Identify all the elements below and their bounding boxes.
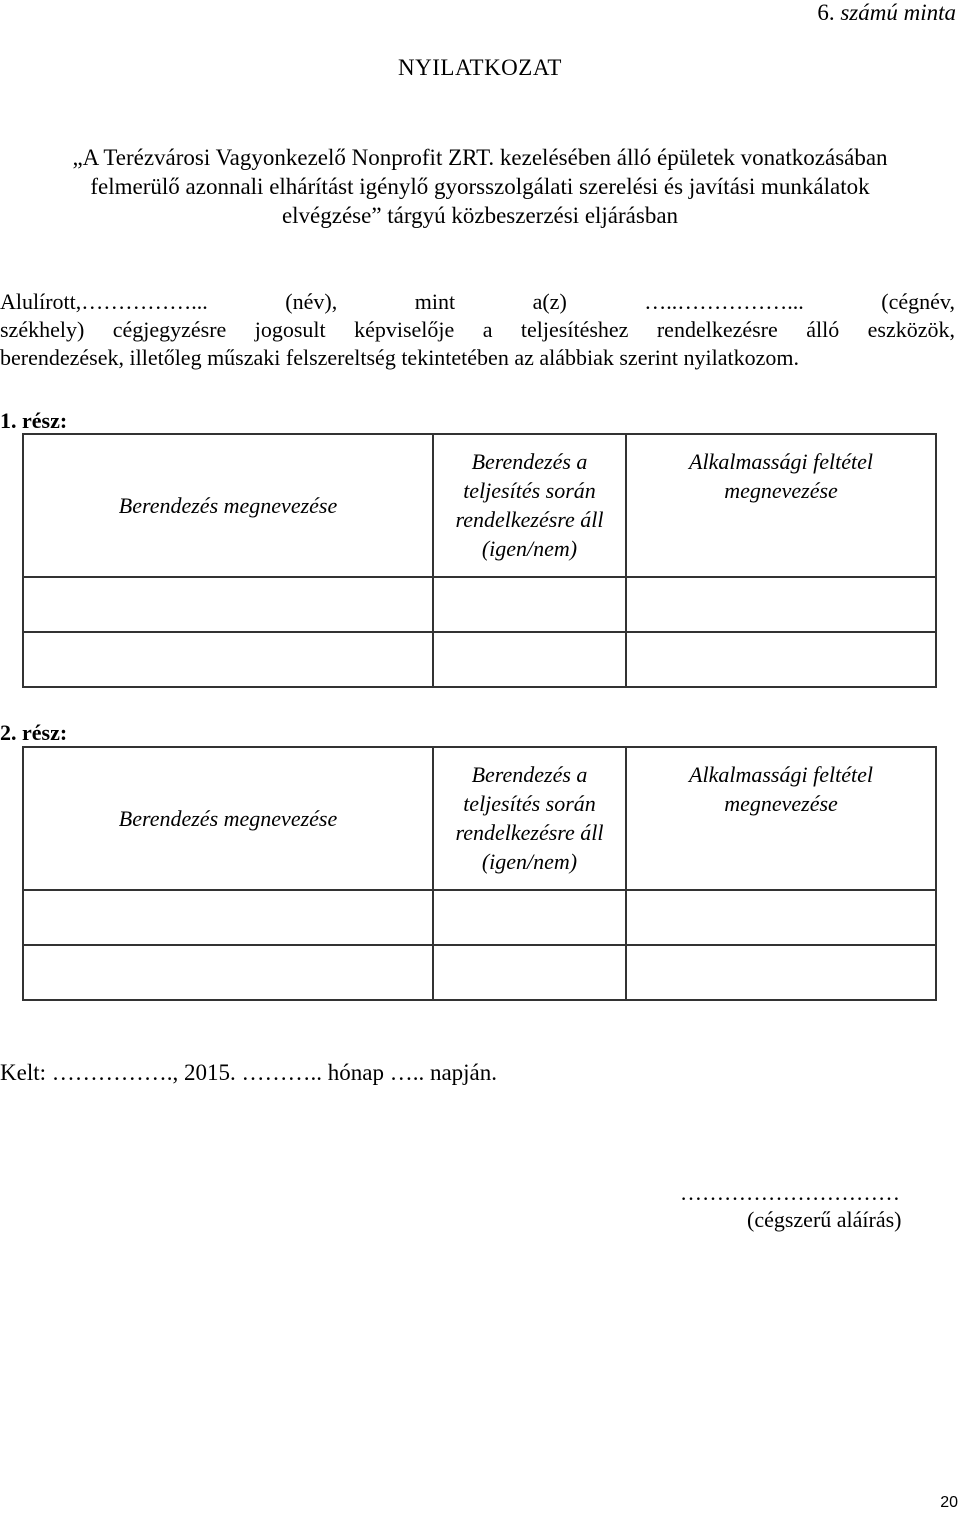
header-cell <box>626 747 936 890</box>
table-header-row <box>23 434 936 577</box>
table-cell[interactable] <box>23 577 433 632</box>
signature-line: ………………………… <box>680 1180 900 1205</box>
part-2-table <box>22 746 937 1001</box>
header-cell-text: Alkalmassági feltétel megnevezése <box>689 762 873 816</box>
subject-line: elvégzése” tárgyú közbeszerzési eljárásban <box>281 203 679 228</box>
table-cell[interactable] <box>23 890 433 945</box>
table-row <box>23 890 936 945</box>
header-cell-text: Berendezés a teljesítés során rendelkezésre áll (igen/nem) <box>455 449 604 561</box>
signature-label: (cégszerű aláírás) <box>747 1207 902 1232</box>
declaration-paragraph <box>0 288 955 372</box>
table-cell[interactable] <box>433 577 626 632</box>
table-header-row <box>23 747 936 890</box>
declaration-line: berendezések, illetőleg műszaki felszereltség tekintetében az alábbiak szerint nyilatkozom. <box>0 345 799 370</box>
table-cell[interactable] <box>433 890 626 945</box>
subject-block <box>0 143 960 230</box>
table-cell[interactable] <box>23 632 433 687</box>
table-cell[interactable] <box>626 945 936 1000</box>
table-row <box>23 577 936 632</box>
table-cell[interactable] <box>626 577 936 632</box>
header-cell <box>433 434 626 577</box>
subject-line: felmerülő azonnali elhárítást igénylő gyorsszolgálati szerelési és javítási munkálatok <box>90 174 870 199</box>
page-number: 20 <box>940 1494 958 1511</box>
header-cell-text: Berendezés a teljesítés során rendelkezésre áll (igen/nem) <box>455 762 604 874</box>
part-1-label: 1. rész: <box>0 408 68 433</box>
declaration-line: Alulírott,……………... (név), mint a(z) …..……………... (cégnév, <box>0 289 955 314</box>
header-cell-text: Alkalmassági feltétel megnevezése <box>689 449 873 503</box>
table-cell[interactable] <box>433 945 626 1000</box>
table-row <box>23 632 936 687</box>
sample-label <box>817 0 956 26</box>
sample-text: számú minta <box>840 0 956 25</box>
part-2-label: 2. rész: <box>0 720 68 745</box>
sample-number: 6. <box>817 0 835 25</box>
part-1-table <box>22 433 937 688</box>
header-cell <box>433 747 626 890</box>
table-cell[interactable] <box>23 945 433 1000</box>
table-cell[interactable] <box>626 890 936 945</box>
header-cell <box>626 434 936 577</box>
date-line: Kelt: ……………., 2015. ……….. hónap ….. napján. <box>0 1060 498 1085</box>
table-cell[interactable] <box>433 632 626 687</box>
document-title: NYILATKOZAT <box>398 55 562 80</box>
table-row <box>23 945 936 1000</box>
header-cell: Berendezés megnevezése <box>23 747 433 890</box>
subject-line: „A Terézvárosi Vagyonkezelő Nonprofit ZRT. kezelésében álló épületek vonatkozásában <box>72 145 888 170</box>
declaration-line: székhely) cégjegyzésre jogosult képviselője a teljesítéshez rendelkezésre álló eszközök, <box>0 317 955 342</box>
header-cell: Berendezés megnevezése <box>23 434 433 577</box>
table-cell[interactable] <box>626 632 936 687</box>
